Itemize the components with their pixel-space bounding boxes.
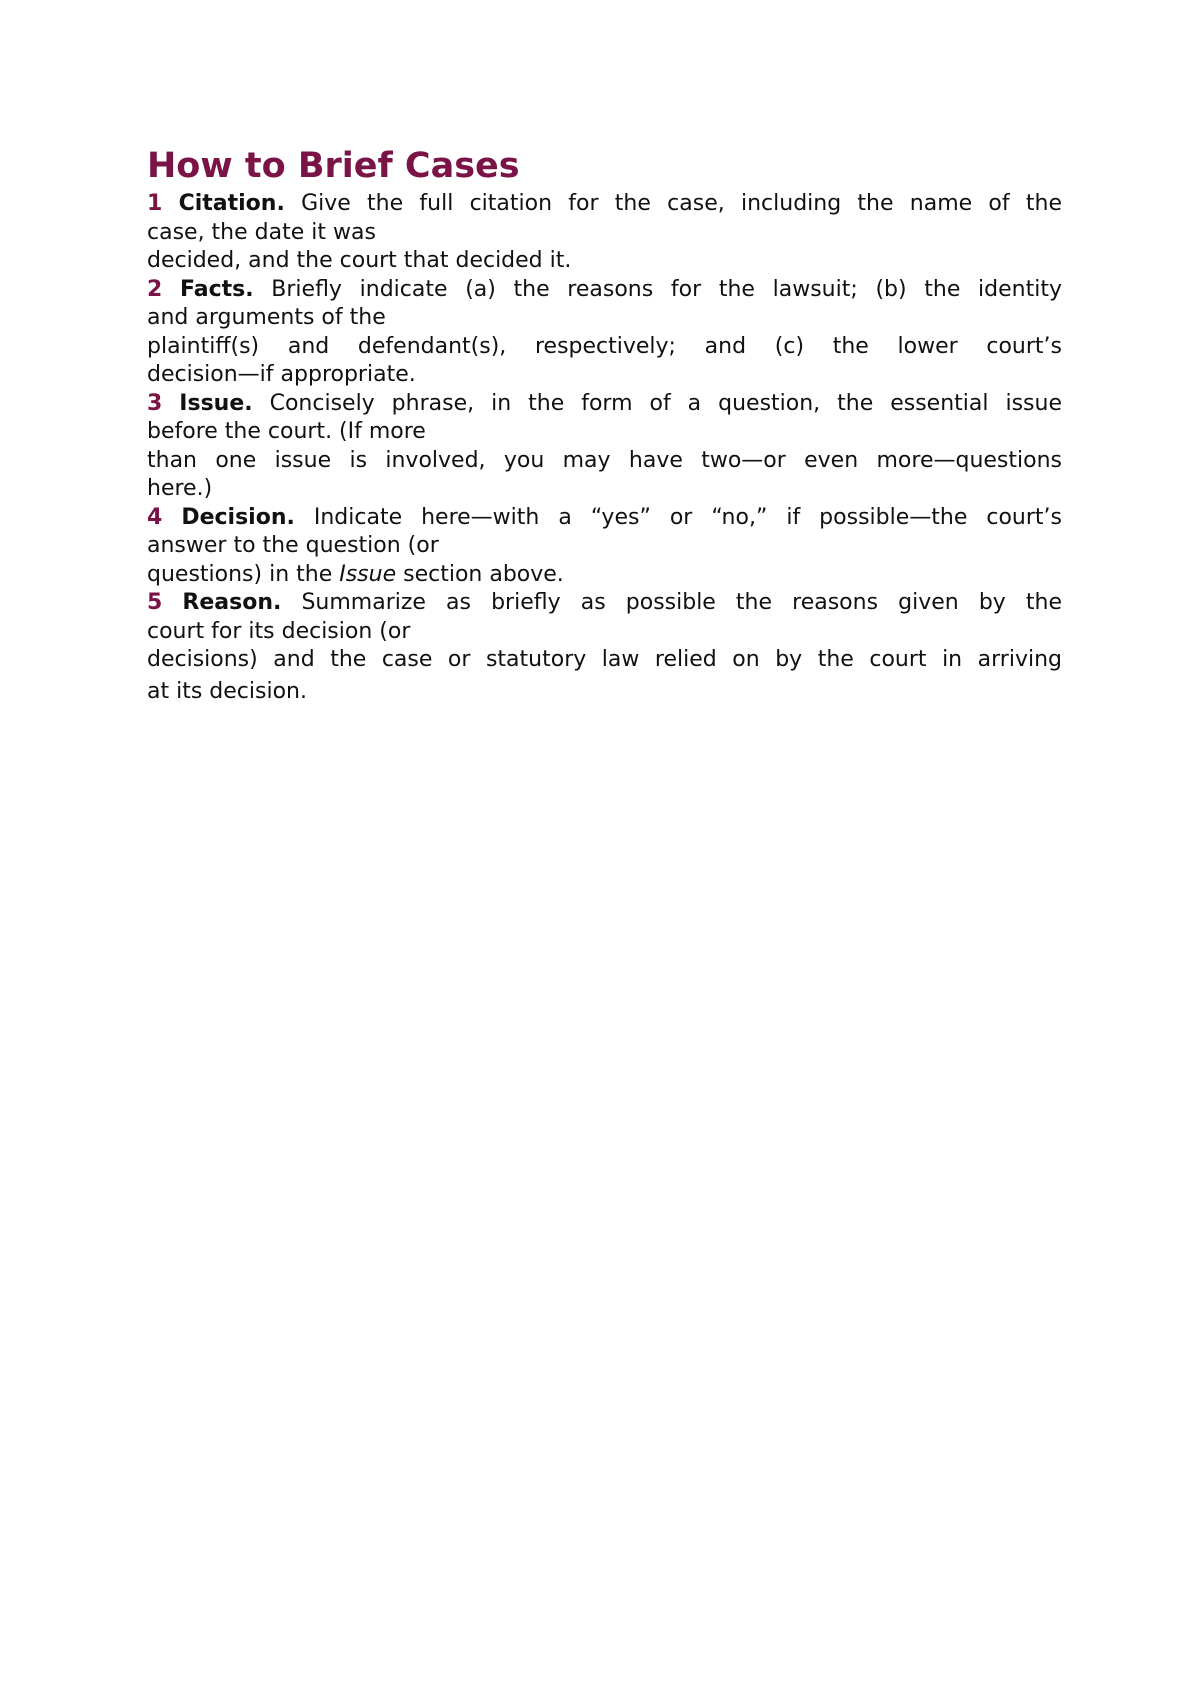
section-number: 1 bbox=[147, 191, 163, 216]
section-line: answer to the question (or bbox=[147, 533, 439, 558]
section-line bbox=[147, 276, 1062, 305]
section-number: 4 bbox=[147, 504, 163, 530]
section-text: Concisely phrase, in the form of a question, the essential issue bbox=[252, 390, 1062, 416]
section-line: decided, and the court that decided it. bbox=[147, 248, 572, 273]
section-text: section above. bbox=[396, 561, 564, 587]
section-line bbox=[147, 589, 1062, 618]
section-text: Give the full citation for the case, including the name of the bbox=[284, 191, 1062, 216]
section-line: decision—if appropriate. bbox=[147, 362, 416, 387]
document-page bbox=[147, 142, 1062, 709]
section-line bbox=[147, 190, 1062, 219]
section-text: Summarize as briefly as possible the reasons given by the bbox=[281, 590, 1063, 615]
document-title: How to Brief Cases bbox=[147, 146, 520, 186]
section-emphasis: Issue bbox=[339, 561, 397, 587]
section-line: decisions) and the case or statutory law relied on by the court in arriving bbox=[147, 647, 1062, 672]
section-line bbox=[147, 504, 1062, 533]
section-reason bbox=[147, 589, 1062, 709]
section-text: Indicate here—with a “yes” or “no,” if possible—the court’s bbox=[294, 504, 1062, 530]
section-line: before the court. (If more bbox=[147, 419, 426, 444]
section-text: questions) in the bbox=[147, 561, 340, 587]
section-number: 3 bbox=[147, 390, 163, 416]
section-label: Facts. bbox=[180, 276, 254, 302]
section-line: court for its decision (or bbox=[147, 618, 411, 644]
section-facts bbox=[147, 276, 1062, 390]
section-label: Decision. bbox=[181, 504, 295, 530]
section-line: here.) bbox=[147, 476, 213, 501]
section-line: at its decision. bbox=[147, 678, 307, 704]
section-text: Briefly indicate (a) the reasons for the lawsuit; (b) the identity bbox=[253, 276, 1062, 302]
section-line: plaintiff(s) and defendant(s), respectively; and (c) the lower court’s bbox=[147, 333, 1062, 359]
section-line bbox=[147, 390, 1062, 419]
section-citation bbox=[147, 190, 1062, 276]
section-label: Citation. bbox=[178, 191, 285, 216]
section-issue bbox=[147, 390, 1062, 504]
section-line: and arguments of the bbox=[147, 305, 386, 330]
section-number: 5 bbox=[147, 590, 163, 615]
section-decision bbox=[147, 504, 1062, 590]
section-line: than one issue is involved, you may have two—or even more—questions bbox=[147, 447, 1062, 473]
section-line: case, the date it was bbox=[147, 219, 376, 245]
section-line bbox=[147, 561, 1062, 590]
section-number: 2 bbox=[147, 276, 163, 302]
section-label: Reason. bbox=[182, 590, 282, 615]
section-label: Issue. bbox=[179, 390, 253, 416]
